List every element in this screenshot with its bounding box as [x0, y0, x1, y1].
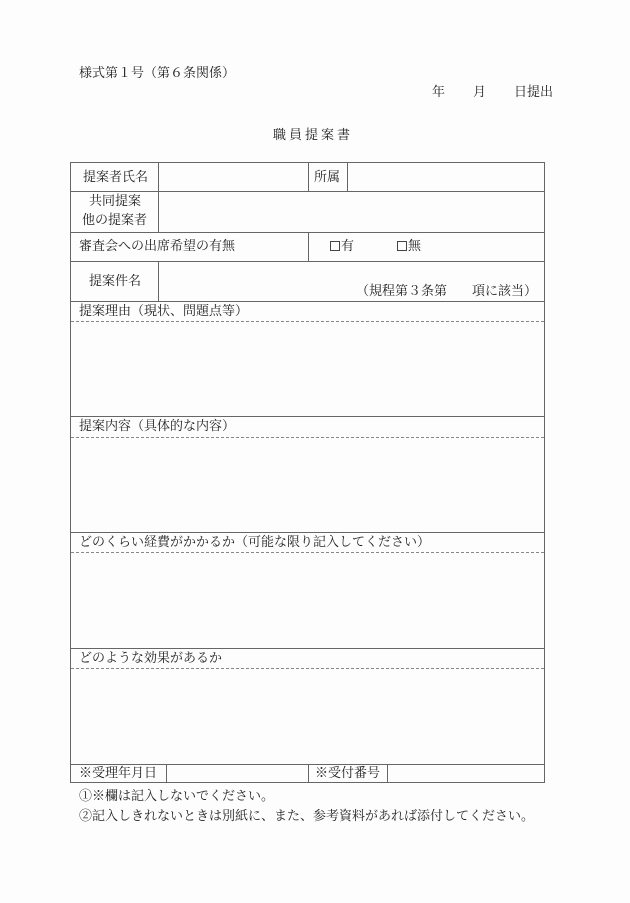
date-month-label: 月	[473, 85, 487, 100]
notes	[79, 787, 534, 827]
column-divider	[308, 764, 309, 783]
proposer-name-field[interactable]	[159, 163, 307, 191]
co-proposer-label-line2: 他の提案者	[82, 213, 148, 228]
section-cost-label: どのくらい経費がかかるか（可能な限り記入してください）	[79, 535, 431, 550]
row-divider	[71, 301, 544, 302]
date-day-submitted-label: 日提出	[514, 85, 554, 100]
regulation-note-prefix: （規程第３条第	[356, 284, 448, 299]
option-no-label: 無	[408, 239, 422, 254]
row-divider	[71, 532, 544, 533]
regulation-note-suffix: 項に該当）	[472, 284, 538, 299]
option-yes[interactable]	[330, 239, 354, 255]
received-date-field[interactable]	[167, 765, 307, 782]
document-title: 職員提案書	[273, 128, 354, 143]
row-divider	[71, 648, 544, 649]
column-divider	[308, 163, 309, 191]
affiliation-label: 所属	[314, 170, 341, 185]
section-effect-label: どのような効果があるか	[79, 651, 223, 666]
proposal-form-table	[70, 162, 545, 783]
note-1: ①※欄は記入しないでください。	[79, 789, 275, 804]
proposal-title-label: 提案件名	[89, 274, 142, 289]
form-number: 様式第１号（第６条関係）	[79, 66, 236, 81]
section-reason-label: 提案理由（現状、問題点等）	[79, 304, 249, 319]
date-year-label: 年	[432, 85, 446, 100]
co-proposer-label-line1: 共同提案	[89, 194, 142, 209]
section-reason-field[interactable]	[71, 322, 544, 416]
section-effect-field[interactable]	[71, 669, 544, 764]
reception-number-label: ※受付番号	[315, 766, 381, 781]
checkbox-yes[interactable]	[330, 241, 340, 251]
section-cost-field[interactable]	[71, 553, 544, 648]
section-content-label: 提案内容（具体的な内容）	[79, 419, 236, 434]
submission-date	[432, 85, 553, 101]
row-divider	[71, 416, 544, 417]
review-attendance-label: 審査会への出席希望の有無	[79, 239, 236, 254]
reception-number-field[interactable]	[388, 765, 544, 782]
co-proposer-field[interactable]	[159, 192, 544, 232]
column-divider	[308, 232, 309, 261]
section-content-field[interactable]	[71, 438, 544, 532]
received-date-label: ※受理年月日	[79, 766, 158, 781]
option-no[interactable]	[397, 239, 421, 255]
proposer-name-label: 提案者氏名	[83, 170, 149, 185]
note-2: ②記入しきれないときは別紙に、また、参考資料があれば添付してください。	[79, 809, 535, 824]
option-yes-label: 有	[341, 239, 355, 254]
checkbox-no[interactable]	[397, 241, 407, 251]
affiliation-field[interactable]	[348, 163, 544, 191]
